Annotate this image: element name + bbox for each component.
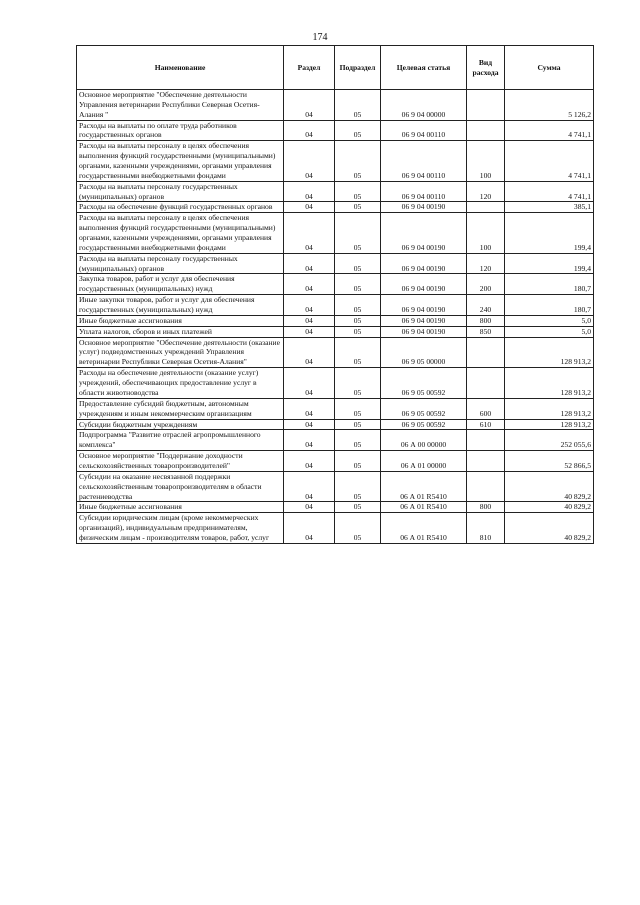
cell-target: 06 9 05 00592	[381, 419, 467, 430]
header-section: Раздел	[284, 46, 335, 90]
cell-expense: 800	[467, 315, 505, 326]
cell-section: 04	[284, 398, 335, 419]
cell-expense	[467, 471, 505, 502]
table-row	[77, 430, 594, 451]
cell-section: 04	[284, 430, 335, 451]
cell-section: 04	[284, 141, 335, 181]
cell-name: Закупка товаров, работ и услуг для обеспечения государственных (муниципальных) нужд	[77, 274, 284, 295]
cell-name: Субсидии юридическим лицам (кроме некоммерческих организаций), индивидуальным предпринимателям, физическим лицам - производителям товаров, работ, услуг	[77, 513, 284, 544]
cell-sum: 52 866,5	[505, 451, 594, 472]
cell-section: 04	[284, 253, 335, 274]
cell-name: Расходы на выплаты персоналу в целях обеспечения выполнения функций государственными (муниципальными) органами, казенными учреждениями, органами управления государственными внебюджетными фондами	[77, 141, 284, 181]
table-row	[77, 419, 594, 430]
cell-subsection: 05	[335, 202, 381, 213]
cell-subsection: 05	[335, 471, 381, 502]
page-number: 174	[312, 32, 328, 43]
cell-target: 06 А 01 00000	[381, 451, 467, 472]
table-row	[77, 274, 594, 295]
cell-name: Предоставление субсидий бюджетным, автономным учреждениям и иным некоммерческим организациям	[77, 398, 284, 419]
cell-sum: 385,1	[505, 202, 594, 213]
cell-target: 06 А 00 00000	[381, 430, 467, 451]
cell-target: 06 А 01 R5410	[381, 471, 467, 502]
cell-target: 06 9 04 00190	[381, 315, 467, 326]
table-row	[77, 326, 594, 337]
cell-sum: 252 055,6	[505, 430, 594, 451]
cell-sum: 199,4	[505, 253, 594, 274]
cell-name: Расходы на обеспечение функций государственных органов	[77, 202, 284, 213]
cell-subsection: 05	[335, 398, 381, 419]
cell-target: 06 9 04 00190	[381, 274, 467, 295]
cell-sum: 4 741,1	[505, 120, 594, 141]
cell-expense	[467, 451, 505, 472]
budget-table	[76, 45, 594, 544]
table-row	[77, 471, 594, 502]
cell-subsection: 05	[335, 90, 381, 121]
cell-target: 06 9 04 00190	[381, 326, 467, 337]
cell-section: 04	[284, 419, 335, 430]
cell-subsection: 05	[335, 337, 381, 368]
cell-expense: 200	[467, 274, 505, 295]
cell-sum: 40 829,2	[505, 502, 594, 513]
cell-sum: 199,4	[505, 213, 594, 253]
cell-subsection: 05	[335, 181, 381, 202]
header-expense: Вид расхода	[467, 46, 505, 90]
cell-expense: 800	[467, 502, 505, 513]
header-name: Наименование	[77, 46, 284, 90]
cell-name: Основное мероприятие "Обеспечение деятельности Управления ветеринарии Республики Северная Осетия-Алания "	[77, 90, 284, 121]
cell-section: 04	[284, 181, 335, 202]
cell-name: Расходы на выплаты персоналу государственных (муниципальных) органов	[77, 181, 284, 202]
cell-target: 06 А 01 R5410	[381, 502, 467, 513]
cell-target: 06 9 04 00000	[381, 90, 467, 121]
cell-sum: 128 913,2	[505, 419, 594, 430]
cell-section: 04	[284, 213, 335, 253]
cell-expense: 610	[467, 419, 505, 430]
cell-name: Иные бюджетные ассигнования	[77, 502, 284, 513]
cell-expense	[467, 430, 505, 451]
table-row	[77, 202, 594, 213]
table-row	[77, 120, 594, 141]
cell-sum: 40 829,2	[505, 471, 594, 502]
cell-expense: 600	[467, 398, 505, 419]
cell-section: 04	[284, 295, 335, 316]
cell-name: Уплата налогов, сборов и иных платежей	[77, 326, 284, 337]
cell-expense: 240	[467, 295, 505, 316]
table-row	[77, 253, 594, 274]
cell-section: 04	[284, 471, 335, 502]
cell-subsection: 05	[335, 120, 381, 141]
table-row	[77, 398, 594, 419]
cell-section: 04	[284, 120, 335, 141]
header-target: Целевая статья	[381, 46, 467, 90]
table-header-row	[77, 46, 594, 90]
table-row	[77, 141, 594, 181]
cell-target: 06 9 04 00110	[381, 141, 467, 181]
cell-sum: 180,7	[505, 274, 594, 295]
cell-target: 06 9 04 00190	[381, 253, 467, 274]
cell-expense	[467, 202, 505, 213]
cell-name: Расходы на выплаты персоналу государственных (муниципальных) органов	[77, 253, 284, 274]
table-row	[77, 295, 594, 316]
cell-subsection: 05	[335, 326, 381, 337]
cell-expense	[467, 120, 505, 141]
cell-section: 04	[284, 274, 335, 295]
cell-name: Расходы на выплаты персоналу в целях обеспечения выполнения функций государственными (муниципальными) органами, казенными учреждениями, органами управления государственными внебюджетными фондами	[77, 213, 284, 253]
cell-expense	[467, 368, 505, 399]
cell-subsection: 05	[335, 368, 381, 399]
cell-expense: 100	[467, 141, 505, 181]
cell-section: 04	[284, 326, 335, 337]
cell-sum: 128 913,2	[505, 398, 594, 419]
cell-subsection: 05	[335, 274, 381, 295]
cell-name: Иные закупки товаров, работ и услуг для обеспечения государственных (муниципальных) нужд	[77, 295, 284, 316]
cell-sum: 5 126,2	[505, 90, 594, 121]
cell-name: Расходы на обеспечение деятельности (оказание услуг) учреждений, обеспечивающих предоставление услуг в области животноводства	[77, 368, 284, 399]
cell-section: 04	[284, 502, 335, 513]
cell-name: Подпрограмма "Развитие отраслей агропромышленного комплекса"	[77, 430, 284, 451]
table-row	[77, 315, 594, 326]
cell-name: Основное мероприятие "Обеспечение деятельности (оказание услуг) подведомственных учреждений Управления ветеринарии Республики Северная Осетия-Алания"	[77, 337, 284, 368]
cell-target: 06 9 05 00592	[381, 398, 467, 419]
cell-section: 04	[284, 451, 335, 472]
cell-subsection: 05	[335, 315, 381, 326]
cell-subsection: 05	[335, 502, 381, 513]
cell-sum: 40 829,2	[505, 513, 594, 544]
table-row	[77, 90, 594, 121]
cell-subsection: 05	[335, 213, 381, 253]
table-row	[77, 368, 594, 399]
cell-target: 06 9 05 00592	[381, 368, 467, 399]
header-subsection: Подраздел	[335, 46, 381, 90]
cell-section: 04	[284, 368, 335, 399]
cell-target: 06 9 04 00190	[381, 295, 467, 316]
header-sum: Сумма	[505, 46, 594, 90]
cell-sum: 128 913,2	[505, 337, 594, 368]
cell-name: Иные бюджетные ассигнования	[77, 315, 284, 326]
cell-target: 06 9 04 00110	[381, 181, 467, 202]
cell-expense: 100	[467, 213, 505, 253]
cell-expense: 810	[467, 513, 505, 544]
cell-section: 04	[284, 513, 335, 544]
cell-sum: 128 913,2	[505, 368, 594, 399]
cell-target: 06 А 01 R5410	[381, 513, 467, 544]
cell-expense	[467, 337, 505, 368]
cell-name: Субсидии бюджетным учреждениям	[77, 419, 284, 430]
cell-subsection: 05	[335, 295, 381, 316]
cell-name: Субсидии на оказание несвязанной поддержки сельскохозяйственным товаропроизводителям в области растениеводства	[77, 471, 284, 502]
cell-target: 06 9 04 00190	[381, 213, 467, 253]
cell-sum: 5,0	[505, 326, 594, 337]
table-row	[77, 513, 594, 544]
cell-sum: 180,7	[505, 295, 594, 316]
table-row	[77, 213, 594, 253]
cell-expense: 120	[467, 181, 505, 202]
cell-section: 04	[284, 337, 335, 368]
cell-expense: 850	[467, 326, 505, 337]
cell-expense: 120	[467, 253, 505, 274]
cell-subsection: 05	[335, 253, 381, 274]
cell-sum: 4 741,1	[505, 141, 594, 181]
cell-section: 04	[284, 202, 335, 213]
table-row	[77, 502, 594, 513]
cell-name: Расходы на выплаты по оплате труда работников государственных органов	[77, 120, 284, 141]
cell-target: 06 9 05 00000	[381, 337, 467, 368]
cell-sum: 4 741,1	[505, 181, 594, 202]
cell-subsection: 05	[335, 141, 381, 181]
table-row	[77, 451, 594, 472]
cell-subsection: 05	[335, 419, 381, 430]
table-row	[77, 337, 594, 368]
cell-section: 04	[284, 90, 335, 121]
cell-expense	[467, 90, 505, 121]
cell-subsection: 05	[335, 513, 381, 544]
cell-subsection: 05	[335, 451, 381, 472]
cell-subsection: 05	[335, 430, 381, 451]
cell-sum: 5,0	[505, 315, 594, 326]
cell-target: 06 9 04 00110	[381, 120, 467, 141]
cell-name: Основное мероприятие "Поддержание доходности сельскохозяйственных товаропроизводителей"	[77, 451, 284, 472]
cell-section: 04	[284, 315, 335, 326]
cell-target: 06 9 04 00190	[381, 202, 467, 213]
table-row	[77, 181, 594, 202]
